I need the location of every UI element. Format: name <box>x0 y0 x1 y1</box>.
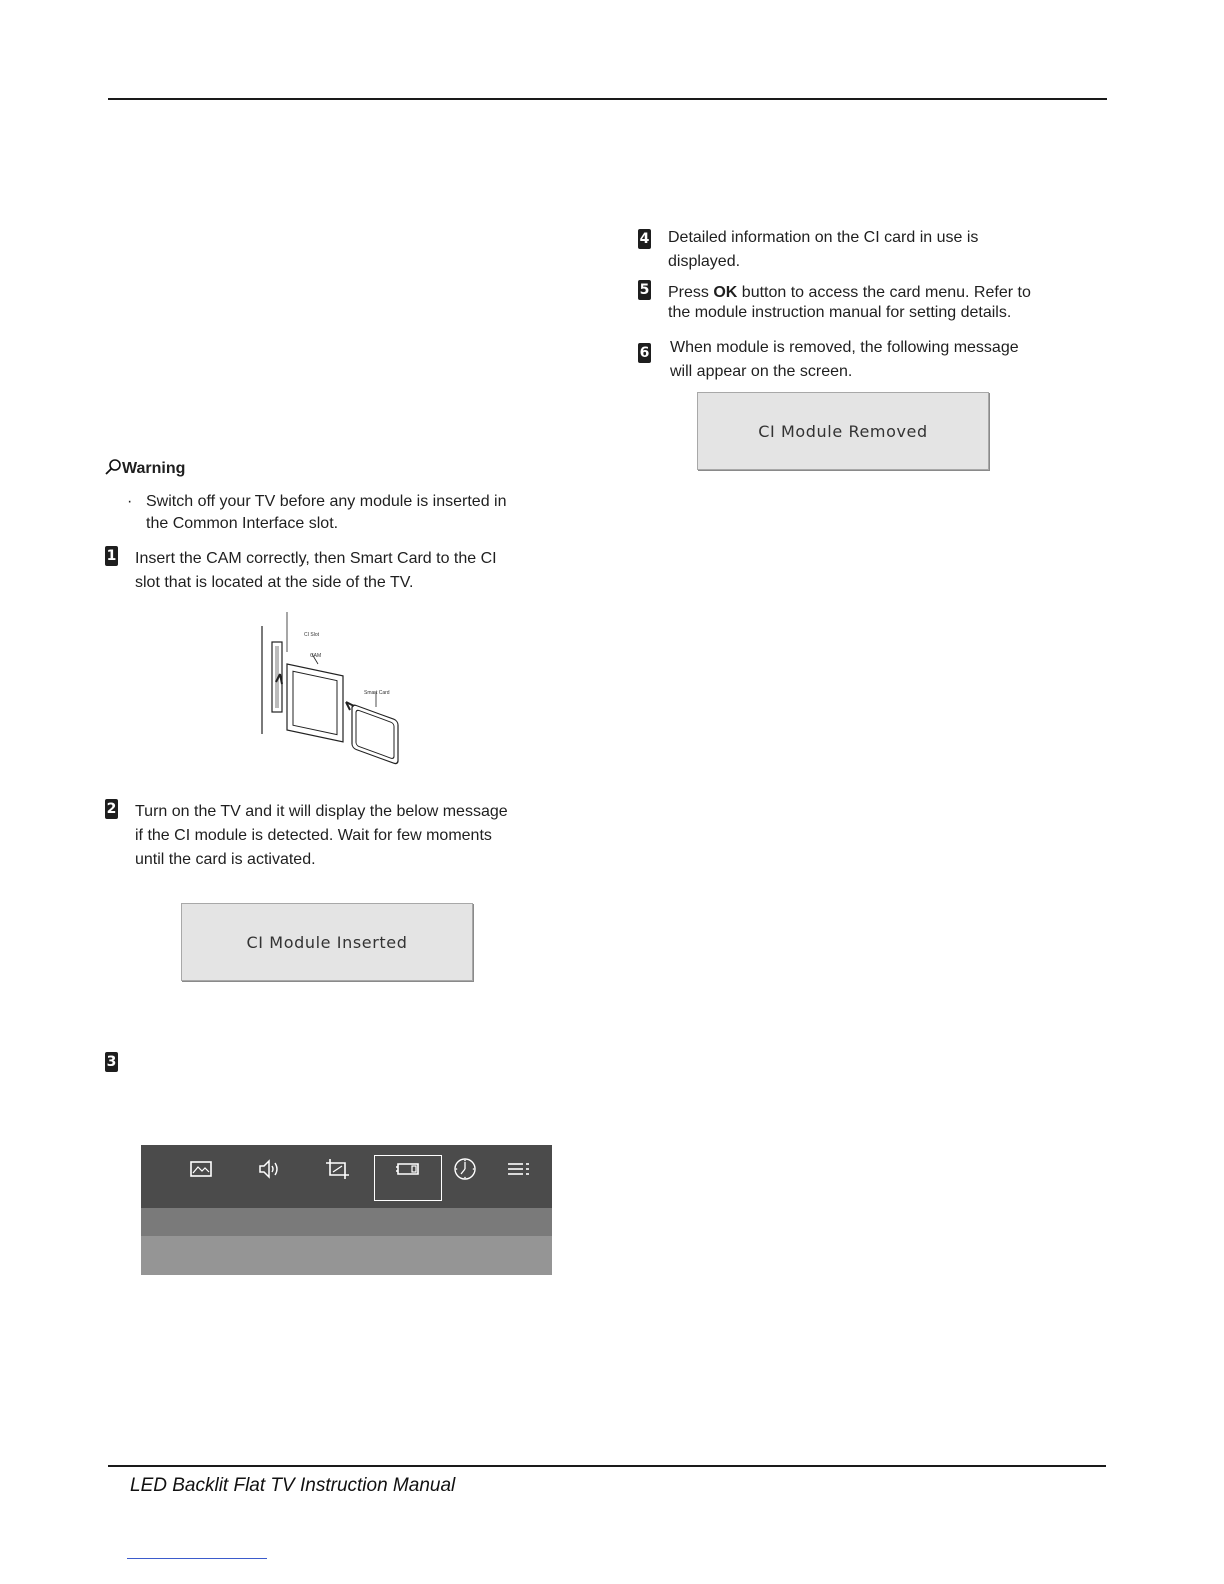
cam-insertion-diagram <box>250 612 420 772</box>
warning-bullet-cont: the Common Interface slot. <box>146 515 339 532</box>
top-rule <box>108 98 1107 100</box>
step-3-number: 3 <box>106 1054 117 1070</box>
label-cam: CAM <box>310 653 322 659</box>
step-2-text-line3: until the card is activated. <box>135 851 316 868</box>
step-6-text-line2: will appear on the screen. <box>670 363 853 380</box>
step-6-text-line1: When module is removed, the following message <box>670 339 1019 356</box>
clock-icon[interactable] <box>452 1157 478 1181</box>
step-2-text-line2: if the CI module is detected. Wait for few moments <box>135 827 492 844</box>
step-5-text-line2: the module instruction manual for setting details. <box>668 304 1012 321</box>
step-5-post: button to access the card menu. Refer to <box>737 284 1031 301</box>
ok-button-label: OK <box>713 284 738 301</box>
step-4-text-line1: Detailed information on the CI card in use is <box>668 229 979 246</box>
bottom-rule <box>108 1465 1106 1467</box>
tv-settings-menu <box>141 1145 552 1275</box>
step-5-number: 5 <box>639 282 650 298</box>
screen-icon[interactable] <box>325 1157 351 1181</box>
ci-module-removed-message: CI Module Removed <box>697 392 989 470</box>
label-ci-slot: CI Slot <box>304 632 320 638</box>
menu-row <box>141 1236 552 1275</box>
step-2-number: 2 <box>106 801 117 817</box>
warning-heading <box>104 457 185 481</box>
warning-bullet-dot: · <box>127 493 133 510</box>
step-5-pre: Press <box>668 284 714 301</box>
step-4-text-line2: displayed. <box>668 253 741 270</box>
ci-module-inserted-message: CI Module Inserted <box>181 903 473 981</box>
step-1-text-line1: Insert the CAM correctly, then Smart Card to the CI <box>135 550 497 567</box>
step-2-text-line1: Turn on the TV and it will display the below message <box>135 803 508 820</box>
sound-icon[interactable] <box>257 1157 283 1181</box>
footer-link-underline[interactable] <box>127 1558 267 1559</box>
step-1-text-line2: slot that is located at the side of the TV. <box>135 574 414 591</box>
selected-menu-highlight <box>374 1155 442 1201</box>
settings-icon[interactable] <box>506 1157 532 1181</box>
label-smart-card: Smart Card <box>364 690 390 696</box>
picture-icon[interactable] <box>188 1157 214 1181</box>
magnifier-icon <box>104 458 122 476</box>
menu-row <box>141 1208 552 1236</box>
step-1-number: 1 <box>106 548 117 564</box>
step-6-number: 6 <box>639 345 650 361</box>
warning-bullet: Switch off your TV before any module is inserted in <box>146 493 507 510</box>
step-4-number: 4 <box>639 231 650 247</box>
footer-title: LED Backlit Flat TV Instruction Manual <box>130 1475 456 1496</box>
warning-title: Warning <box>122 460 186 477</box>
